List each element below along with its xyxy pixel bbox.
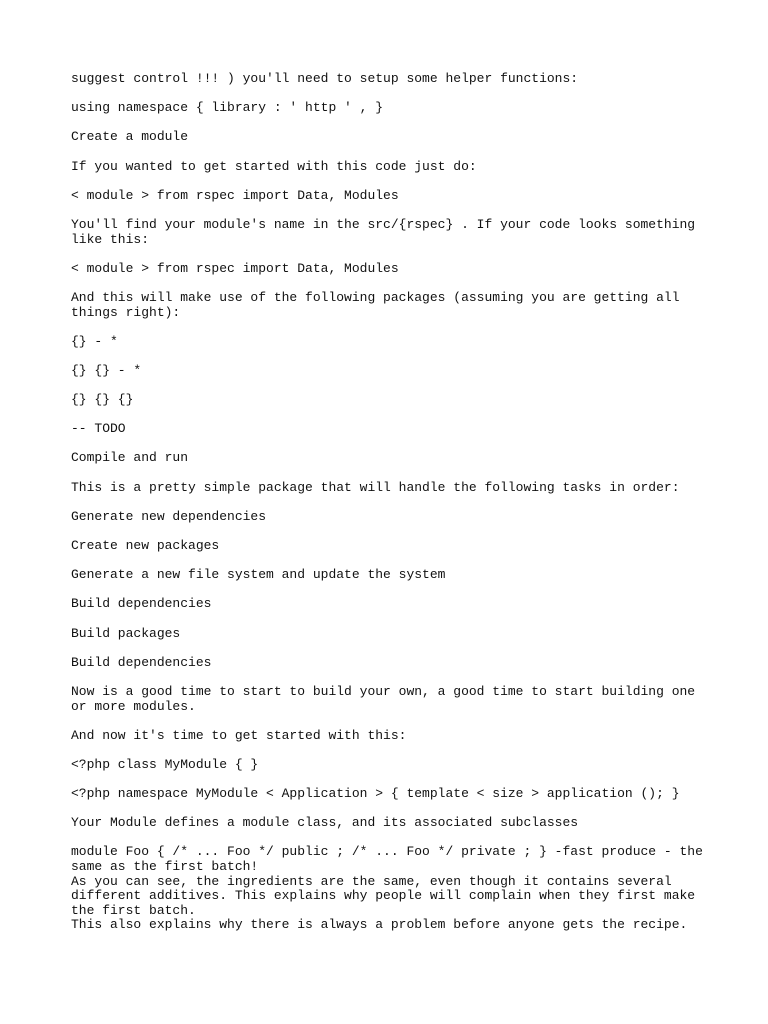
paragraph: Your Module defines a module class, and its associated subclasses: [71, 815, 579, 831]
code-line: {} - *: [71, 333, 118, 349]
list-item: Build dependencies: [71, 654, 212, 670]
code-line: module Foo { /* ... Foo */ public ; /* ... Foo */ private ; } -fast produce - the same as the first batch!: [71, 844, 703, 875]
code-line: < module > from rspec import Data, Modules: [71, 187, 399, 203]
code-line: <?php namespace MyModule < Application > { template < size > application (); }: [71, 786, 680, 802]
code-line: using namespace { library : ' http ' , }: [71, 100, 384, 116]
code-line: <?php class MyModule { }: [71, 756, 259, 772]
code-line: {} {} {}: [71, 392, 134, 408]
document-body: [71, 72, 711, 933]
list-item: Generate a new file system and update the system: [71, 567, 446, 583]
section-heading: Compile and run: [71, 450, 189, 466]
code-line: -- TODO: [71, 421, 126, 437]
list-item: Build dependencies: [71, 596, 212, 612]
code-line: < module > from rspec import Data, Modules: [71, 260, 399, 276]
paragraph: And this will make use of the following packages (assuming you are getting all things right):: [71, 289, 680, 320]
section-heading: Create a module: [71, 129, 189, 145]
list-item: Build packages: [71, 625, 181, 641]
paragraph: As you can see, the ingredients are the same, even though it contains several different additives. This explains why people will complain when they first make the first batch.: [71, 873, 696, 918]
paragraph: suggest control !!! ) you'll need to setup some helper functions:: [71, 71, 579, 86]
paragraph: This also explains why there is always a problem before anyone gets the recipe.: [71, 917, 688, 933]
paragraph: This is a pretty simple package that will handle the following tasks in order:: [71, 479, 680, 495]
paragraph: If you wanted to get started with this code just do:: [71, 158, 477, 174]
paragraph: Now is a good time to start to build your own, a good time to start building one or more modules.: [71, 683, 696, 714]
paragraph: And now it's time to get started with this:: [71, 727, 407, 743]
paragraph: You'll find your module's name in the src/{rspec} . If your code looks something like this:: [71, 216, 696, 247]
list-item: Create new packages: [71, 538, 220, 553]
list-item: Generate new dependencies: [71, 508, 267, 524]
code-line: {} {} - *: [71, 362, 142, 378]
